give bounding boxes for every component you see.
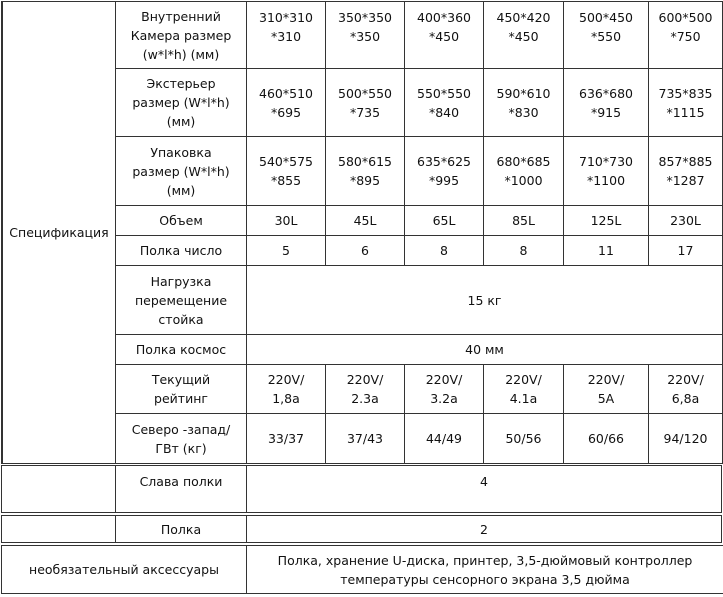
inner-label-line2: Камера размер [130,27,232,43]
shelf-count-value: 5 [247,236,326,266]
exterior-label-line3: (мм) [166,114,196,129]
current-value-a: 220V/ [425,372,463,387]
current-value-b: 3.2a [430,391,458,406]
package-value-cell [649,137,723,206]
shelf-count-value: 17 [649,236,723,266]
package-value-cell [405,137,484,206]
shelf-count-value: 11 [564,236,649,266]
inner-label-line1: Внутренний [141,8,221,24]
current-value-cell [326,365,405,414]
volume-value: 125L [564,206,649,236]
inner-label-line3: (w*l*h) (мм) [142,46,220,62]
package-value-a: 857*885 [658,154,713,169]
spec-table [1,1,723,464]
package-value-b: *1100 [586,173,626,188]
current-value-cell [484,365,564,414]
exterior-value-a: 590*610 [496,85,551,101]
inner-value-b: *550 [590,29,622,44]
accessories-label: необязательный аксессуары [2,546,247,593]
exterior-value-cell [405,69,484,137]
inner-value-a: 350*350 [338,10,392,25]
current-value-b: 1,8a [272,391,300,406]
weight-value: 60/66 [564,414,649,464]
current-value-a: 220V/ [505,372,542,387]
shelf-space-value: 40 мм [247,335,723,365]
inner-value-cell [649,2,723,69]
volume-value: 65L [405,206,484,236]
glory-shelf-blank [2,466,116,512]
current-value-cell [405,365,484,414]
exterior-value-a: 460*510 [259,85,313,101]
exterior-value-a: 735*835 [658,85,713,101]
weight-value: 50/56 [484,414,564,464]
package-label-line1: Упаковка [150,144,212,160]
current-value-a: 220V/ [346,372,384,387]
package-value-a: 580*615 [338,154,392,169]
exterior-value-b: *915 [590,104,622,120]
current-value-b: 6,8a [671,391,700,406]
package-label-line2: размер (W*l*h) [132,163,230,179]
accessories-value-line1: Полка, хранение U-диска, принтер, 3,5-дюймовый контроллер [277,552,693,568]
package-value-cell [247,137,326,206]
current-value-cell [649,365,723,414]
exterior-value-b: *1115 [666,104,705,120]
glory-shelf-label: Слава полки [116,466,247,512]
exterior-label-cell [116,69,247,137]
exterior-value-cell [484,69,564,137]
row-inner-size [2,2,723,69]
exterior-value-b: *735 [349,104,381,120]
weight-label-line1: Северо -запад/ [131,421,231,437]
package-value-b: *995 [428,173,460,188]
exterior-value-b: *695 [270,104,302,120]
weight-label-line2: ГВт (кг) [155,440,207,456]
shelf-blank [2,516,116,542]
current-label-line1: Текущий [151,372,211,387]
exterior-value-a: 550*550 [417,85,471,101]
spec-label: Спецификация [9,225,109,240]
inner-value-b: *310 [270,29,302,44]
load-value: 15 кг [247,266,723,335]
inner-value-a: 310*310 [259,10,313,25]
exterior-label-line2: размер (W*l*h) [132,95,230,110]
current-label-cell [116,365,247,414]
inner-value-cell [405,2,484,69]
package-value-a: 540*575 [259,154,313,169]
exterior-value-a: 636*680 [579,85,633,101]
exterior-label-line1: Экстерьер [146,76,216,91]
shelf-count-value: 8 [484,236,564,266]
exterior-value-b: *840 [428,104,460,120]
exterior-value-cell [649,69,723,137]
current-value-a: 220V/ [587,372,625,387]
shelf-label: Полка [116,516,247,542]
load-label-line3: стойка [158,311,204,327]
package-value-cell [484,137,564,206]
package-value-cell [564,137,649,206]
inner-label-cell [116,2,247,69]
inner-value-cell [564,2,649,69]
volume-value: 45L [326,206,405,236]
package-value-cell [326,137,405,206]
shelf-count-label: Полка число [116,236,247,266]
package-label-line3: (мм) [166,182,196,198]
shelf-count-value: 8 [405,236,484,266]
glory-shelf-value: 4 [480,474,488,489]
inner-value-cell [247,2,326,69]
inner-value-cell [484,2,564,69]
weight-value: 37/43 [326,414,405,464]
weight-value: 44/49 [405,414,484,464]
current-value-cell [564,365,649,414]
exterior-value-cell [247,69,326,137]
weight-value: 94/120 [649,414,723,464]
volume-label: Объем [116,206,247,236]
exterior-value-cell [564,69,649,137]
inner-value-b: *450 [508,29,539,44]
accessories-table [1,545,723,594]
volume-value: 30L [247,206,326,236]
inner-value-a: 500*450 [579,10,633,25]
accessories-value-line2: температуры сенсорного экрана 3,5 дюйма [340,571,630,587]
current-value-b: 2.3a [351,391,379,406]
volume-value: 85L [484,206,564,236]
current-value-a: 220V/ [667,372,704,387]
shelf-table [1,515,722,543]
current-value-a: 220V/ [267,372,305,387]
current-value-cell [247,365,326,414]
exterior-value-cell [326,69,405,137]
load-label-cell [116,266,247,335]
current-value-b: 4.1a [509,391,538,406]
package-value-a: 680*685 [496,154,551,169]
package-value-a: 710*730 [579,154,633,169]
package-value-b: *895 [349,173,381,188]
shelf-value: 2 [480,521,488,537]
weight-value: 33/37 [247,414,326,464]
load-label-line1: Нагрузка [150,273,212,289]
shelf-space-label: Полка космос [116,335,247,365]
current-value-b: 5A [597,391,615,406]
inner-value-a: 400*360 [417,10,471,25]
current-label-line2: рейтинг [154,391,208,406]
glory-shelf-table [1,465,722,513]
volume-value: 230L [649,206,723,236]
inner-value-b: *750 [670,29,701,44]
package-value-b: *1287 [666,173,705,188]
inner-value-a: 450*420 [496,10,551,25]
package-value-b: *1000 [504,173,543,188]
inner-value-b: *350 [349,29,381,44]
exterior-value-a: 500*550 [338,85,392,101]
weight-label-cell [116,414,247,464]
spec-label-cell [2,2,116,464]
package-value-b: *855 [270,173,302,188]
package-value-a: 635*625 [417,154,471,169]
accessories-value-cell [247,546,723,593]
inner-value-b: *450 [428,29,460,44]
exterior-value-b: *830 [508,104,539,120]
package-label-cell [116,137,247,206]
load-label-line2: перемещение [134,292,228,308]
inner-value-a: 600*500 [658,10,713,25]
inner-value-cell [326,2,405,69]
shelf-count-value: 6 [326,236,405,266]
